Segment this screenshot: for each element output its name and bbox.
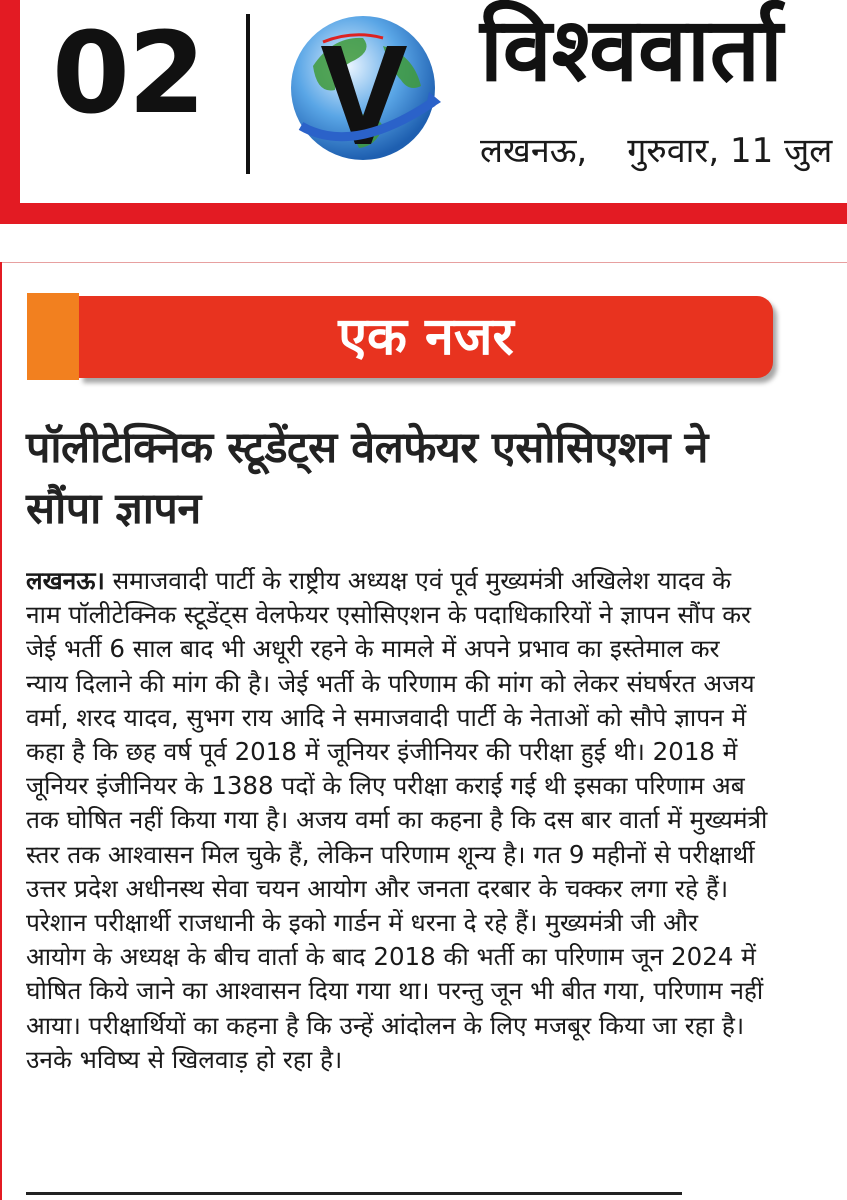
masthead-date: गुरुवार, 11 जुल bbox=[627, 131, 833, 171]
article-line: कहा है कि छह वर्ष पूर्व 2018 में जूनियर इंजीनियर की परीक्षा हुई थी। 2018 में bbox=[26, 737, 738, 767]
article-dateline: लखनऊ। bbox=[26, 566, 105, 595]
article-headline bbox=[26, 418, 826, 540]
masthead-red-left-bar bbox=[0, 0, 20, 224]
article-line-text: समाजवादी पार्टी के राष्ट्रीय अध्यक्ष एवं पूर्व मुख्यमंत्री अखिलेश यादव के bbox=[104, 566, 732, 595]
article-line: जेई भर्ती 6 साल बाद भी अधूरी रहने के मामले में अपने प्रभाव का इस्तेमाल कर bbox=[26, 634, 720, 664]
article-line: उत्तर प्रदेश अधीनस्थ सेवा चयन आयोग और जनता दरबार के चक्कर लगा रहे हैं। bbox=[26, 873, 729, 903]
section-banner bbox=[79, 296, 773, 378]
masthead-dateline bbox=[480, 126, 847, 172]
article-line: स्तर तक आश्वासन मिल चुके हैं, लेकिन परिणाम शून्य है। गत 9 महीनों से परीक्षार्थी bbox=[26, 839, 755, 869]
article-body bbox=[26, 564, 847, 1184]
masthead-red-bottom-bar bbox=[0, 203, 847, 224]
article-line: जूनियर इंजीनियर के 1388 पदों के लिए परीक्षा कराई गई थी इसका परिणाम अब bbox=[26, 771, 745, 801]
article-line: परेशान परीक्षार्थी राजधानी के इको गार्डन में धरना दे रहे हैं। मुख्यमंत्री जी और bbox=[26, 908, 699, 938]
article-line bbox=[26, 564, 847, 598]
article-line: वर्मा, शरद यादव, सुभग राय आदि ने समाजवादी पार्टी के नेताओं को सौपे ज्ञापन में bbox=[26, 702, 747, 732]
page-number: 02 bbox=[52, 9, 204, 139]
article-line: न्याय दिलाने की मांग की है। जेई भर्ती के परिणाम की मांग को लेकर संघर्षरत अजय bbox=[26, 668, 755, 698]
newspaper-title: विश्ववार्ता bbox=[480, 0, 783, 101]
article-line: आया। परीक्षार्थियों का कहना है कि उन्हें आंदोलन के लिए मजबूर किया जा रहा है। bbox=[26, 1010, 745, 1040]
column-top-rule bbox=[0, 262, 847, 263]
headline-line: पॉलीटेक्निक स्टूडेंट्स वेलफेयर एसोसिएशन ने bbox=[26, 423, 708, 473]
article-line: तक घोषित नहीं किया गया है। अजय वर्मा का कहना है कि दस बार वार्ता में मुख्यमंत्री bbox=[26, 805, 768, 835]
next-headline-cutoff bbox=[26, 1186, 846, 1200]
masthead-city: लखनऊ, bbox=[480, 131, 588, 171]
column-left-rule bbox=[0, 262, 2, 1200]
article-line: घोषित किये जाने का आश्वासन दिया गया था। परन्तु जून भी बीत गया, परिणाम नहीं bbox=[26, 976, 764, 1006]
globe-v-logo-icon bbox=[283, 6, 443, 166]
section-banner-tab bbox=[27, 293, 79, 380]
article-line: आयोग के अध्यक्ष के बीच वार्ता के बाद 2018 की भर्ती का परिणाम जून 2024 में bbox=[26, 942, 756, 972]
masthead-divider bbox=[246, 14, 250, 174]
article-line: नाम पॉलीटेक्निक स्टूडेंट्स वेलफेयर एसोसिएशन के पदाधिकारियों ने ज्ञापन सौंप कर bbox=[26, 600, 752, 630]
section-label: एक नजर bbox=[338, 307, 514, 367]
headline-line: सौंपा ज्ञापन bbox=[26, 484, 201, 534]
article-line: उनके भविष्य से खिलवाड़ हो रहा है। bbox=[26, 1044, 343, 1074]
